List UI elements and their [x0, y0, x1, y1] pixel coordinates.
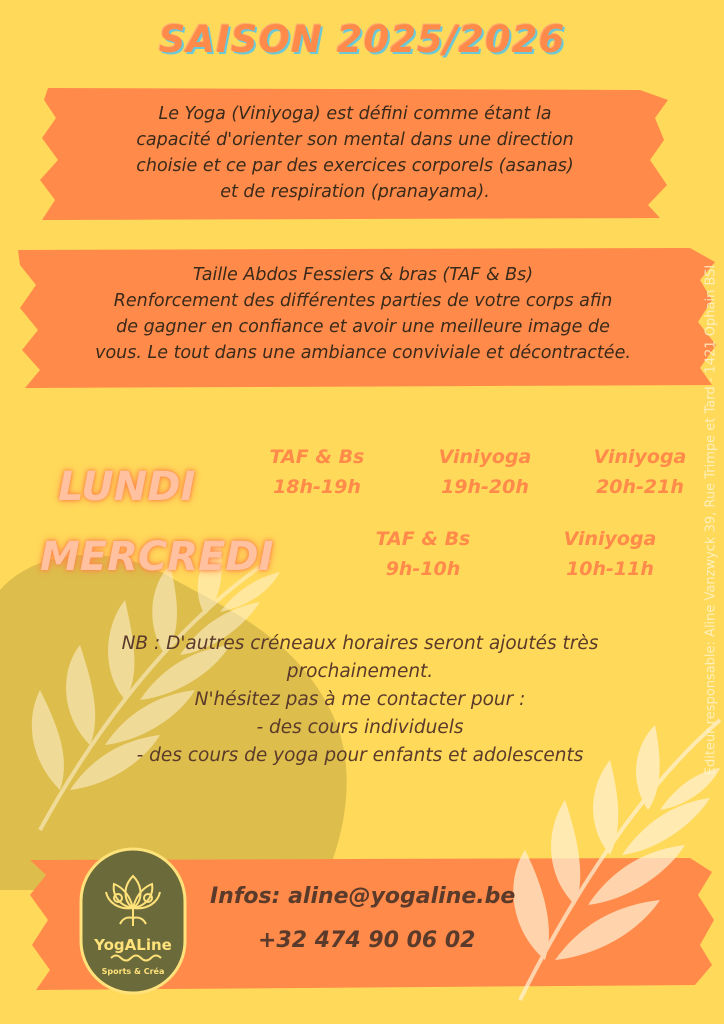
taf-line: de gagner en confiance et avoir une meilleure image de — [116, 317, 610, 337]
slot-time: 18h-19h — [273, 476, 361, 498]
slot-name: TAF & Bs — [269, 446, 365, 468]
intro-line: choisie et ce par des exercices corporels (asanas) — [136, 156, 574, 176]
nb-line: prochainement. — [286, 661, 434, 682]
schedule-slot — [348, 524, 498, 584]
squiggle-icon — [82, 1001, 146, 1009]
schedule-slot — [565, 442, 715, 502]
slot-time: 19h-20h — [441, 476, 529, 498]
nb-line: - des cours individuels — [256, 717, 464, 738]
day-monday: LUNDI — [58, 464, 196, 510]
schedule-slot — [410, 442, 560, 502]
intro-line: et de respiration (pranayama). — [220, 182, 490, 202]
slot-name: Viniyoga — [438, 446, 532, 468]
contact-email: Infos: aline@yogaline.be — [210, 884, 516, 909]
editor-side-text: Editeur responsable: Aline Vanzwyck 39, Rue Trimpe et Tard - 1421 Ophain BSI — [703, 264, 719, 776]
nb-line: N'hésitez pas à me contacter pour : — [194, 689, 526, 710]
slot-name: TAF & Bs — [375, 528, 471, 550]
taf-line: Taille Abdos Fessiers & bras (TAF & Bs) — [192, 265, 534, 285]
intro-line: capacité d'orienter son mental dans une direction — [136, 130, 574, 150]
slot-time: 9h-10h — [385, 558, 461, 580]
slot-time: 10h-11h — [566, 558, 654, 580]
taf-line: vous. Le tout dans une ambiance conviviale et décontractée. — [95, 343, 631, 363]
slot-name: Viniyoga — [563, 528, 657, 550]
schedule-slot — [242, 442, 392, 502]
yogaline-logo — [78, 846, 188, 996]
nb-paragraph — [30, 630, 690, 770]
slot-time: 20h-21h — [596, 476, 684, 498]
nb-line: - des cours de yoga pour enfants et adolescents — [136, 745, 584, 766]
taf-paragraph — [18, 262, 708, 366]
intro-line: Le Yoga (Viniyoga) est défini comme étant la — [158, 104, 552, 124]
logo-tagline: Sports & Créa — [101, 967, 165, 976]
intro-paragraph — [70, 101, 640, 205]
nb-line: NB : D'autres créneaux horaires seront ajoutés très — [121, 633, 599, 654]
schedule-slot — [535, 524, 685, 584]
slot-name: Viniyoga — [593, 446, 687, 468]
contact-phone: +32 474 90 06 02 — [258, 928, 476, 953]
page-title: SAISON 2025/2026 — [158, 18, 566, 61]
day-wednesday: MERCREDI — [40, 534, 274, 580]
logo-name: YogALine — [94, 936, 172, 954]
taf-line: Renforcement des différentes parties de votre corps afin — [113, 291, 613, 311]
